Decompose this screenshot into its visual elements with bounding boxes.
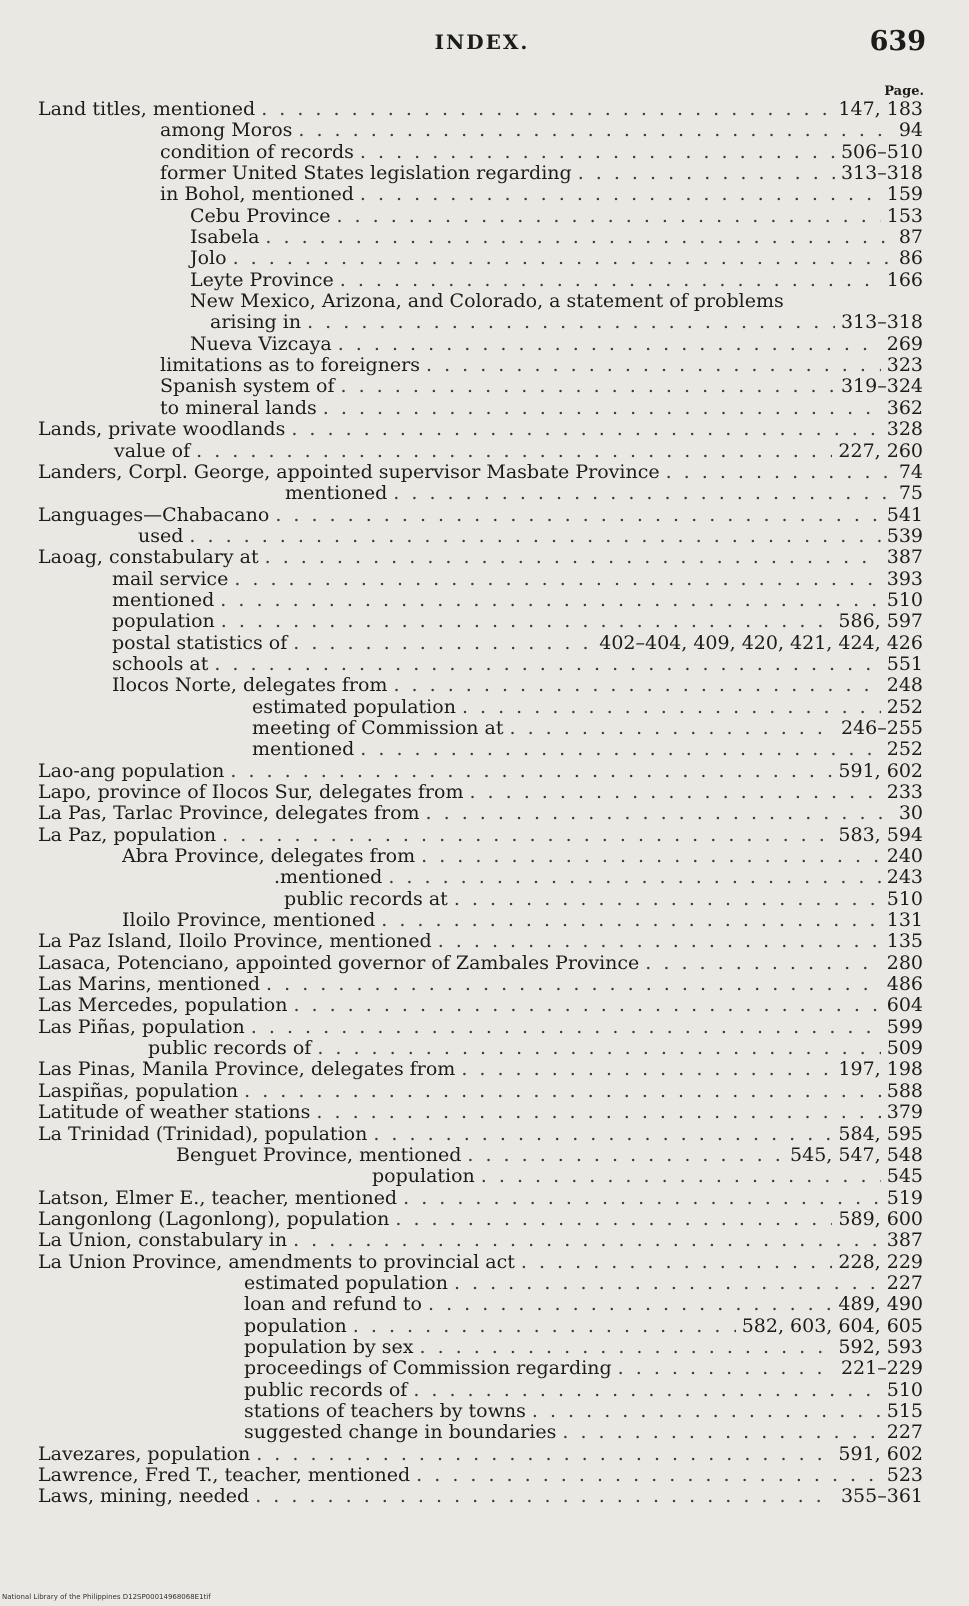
index-entry: [38, 739, 923, 760]
entry-heading: Langonlong (Lagonlong), population: [38, 1207, 390, 1230]
entry-page-refs: 583, 594: [838, 823, 923, 846]
entry-heading: suggested change in boundaries: [244, 1421, 557, 1444]
index-entry: [38, 1358, 923, 1379]
index-entry: [38, 825, 923, 846]
entry-heading: schools at: [112, 652, 209, 675]
entry-page-refs: 393: [886, 567, 923, 590]
dot-leader: [462, 697, 881, 718]
entry-heading: estimated population: [244, 1271, 448, 1294]
entry-page-refs: 227: [886, 1271, 923, 1294]
dot-leader: [265, 547, 881, 568]
dot-leader: [221, 611, 833, 632]
entry-heading: Lao-ang population: [38, 759, 225, 782]
entry-page-refs: 280: [886, 951, 923, 974]
dot-leader: [461, 1059, 832, 1080]
index-entry: [38, 120, 923, 141]
entry-page-refs: 582, 603, 604, 605: [741, 1314, 923, 1337]
dot-leader: [220, 590, 880, 611]
entry-heading: Landers, Corpl. George, appointed supervisor Masbate Province: [38, 460, 660, 483]
entry-heading: La Union Province, amendments to provincial act: [38, 1250, 515, 1273]
entry-heading: La Union, constabulary in: [38, 1229, 288, 1252]
entry-heading: Latson, Elmer E., teacher, mentioned: [38, 1186, 398, 1209]
index-entry: [38, 1188, 923, 1209]
index-entry: [38, 1465, 923, 1486]
entry-page-refs: 592, 593: [838, 1335, 923, 1358]
entry-heading: arising in: [210, 311, 302, 334]
index-entry: [38, 163, 923, 184]
entry-page-refs: 506–510: [840, 140, 923, 163]
entry-page-refs: 86: [898, 247, 923, 270]
entry-page-refs: 539: [886, 524, 923, 547]
entry-page-refs: 328: [886, 418, 923, 441]
dot-leader: [293, 995, 880, 1016]
entry-page-refs: 486: [886, 973, 923, 996]
index-entry: [38, 1380, 923, 1401]
index-entry: [38, 1316, 923, 1337]
dot-leader: [393, 483, 893, 504]
entry-page-refs: 30: [898, 802, 923, 825]
index-entry: [38, 718, 923, 739]
entry-heading: used: [138, 524, 184, 547]
dot-leader: [393, 675, 880, 696]
index-entry: [38, 227, 923, 248]
entry-page-refs: 489, 490: [838, 1293, 923, 1316]
index-entry: [38, 974, 923, 995]
entry-page-refs: 515: [886, 1399, 923, 1422]
entry-heading: New Mexico, Arizona, and Colorado, a statement of problems: [190, 290, 784, 313]
entry-page-refs: 589, 600: [838, 1207, 923, 1230]
dot-leader: [618, 1358, 835, 1379]
entry-heading: Lapo, province of Ilocos Sur, delegates from: [38, 781, 464, 803]
index-entry: [38, 1337, 923, 1358]
entry-page-refs: 387: [886, 1229, 923, 1252]
dot-leader: [426, 803, 893, 824]
index-entry: [38, 867, 923, 888]
entry-heading: postal statistics of: [112, 631, 288, 654]
dot-leader: [316, 1102, 880, 1123]
entry-heading: stations of teachers by towns: [244, 1399, 526, 1422]
entry-page-refs: 233: [886, 781, 923, 803]
dot-leader: [293, 633, 593, 654]
dot-leader: [467, 1145, 784, 1166]
dot-leader: [413, 1380, 880, 1401]
entry-heading: estimated population: [252, 695, 456, 718]
index-entry: [38, 1294, 923, 1315]
entry-page-refs: 74: [898, 460, 923, 483]
entry-page-refs: 269: [886, 332, 923, 355]
dot-leader: [416, 1465, 881, 1486]
entry-page-refs: 355–361: [840, 1485, 923, 1508]
dot-leader: [233, 248, 893, 269]
dot-leader: [251, 1017, 881, 1038]
entry-heading: population: [112, 610, 215, 633]
entry-page-refs: 153: [886, 204, 923, 227]
entry-heading: Lands, private woodlands: [38, 418, 286, 441]
entry-page-refs: 541: [886, 503, 923, 526]
entry-heading: among Moros: [160, 119, 293, 142]
entry-heading: Lawrence, Fred T., teacher, mentioned: [38, 1464, 411, 1486]
index-entry: [38, 1252, 923, 1273]
index-entry: [38, 1038, 923, 1059]
dot-leader: [323, 398, 881, 419]
entry-page-refs: 147, 183: [838, 98, 923, 120]
entry-heading: Las Piñas, population: [38, 1015, 245, 1038]
dot-leader: [189, 526, 880, 547]
entry-page-refs: 94: [898, 119, 923, 142]
entry-heading: public records of: [244, 1378, 408, 1401]
index-entry: [38, 1230, 923, 1251]
dot-leader: [256, 1444, 832, 1465]
index-entry: [38, 782, 923, 803]
entry-page-refs: 319–324: [840, 375, 923, 398]
index-entry: [38, 675, 923, 696]
index-entry: [38, 1273, 923, 1294]
dot-leader: [307, 312, 835, 333]
entry-page-refs: 545, 547, 548: [790, 1143, 923, 1166]
dot-leader: [340, 270, 881, 291]
entry-page-refs: 248: [886, 674, 923, 697]
entry-heading: Laspiñas, population: [38, 1079, 239, 1102]
index-entry: [38, 611, 923, 632]
entry-page-refs: 584, 595: [838, 1122, 923, 1145]
index-entry: [38, 931, 923, 952]
entry-page-refs: 87: [898, 226, 923, 249]
dot-leader: [426, 355, 881, 376]
index-entry: [38, 441, 923, 462]
entry-heading: Isabela: [190, 226, 260, 249]
index-entry: [38, 248, 923, 269]
dot-leader: [275, 505, 880, 526]
dot-leader: [338, 334, 881, 355]
entry-heading: former United States legislation regarding: [160, 162, 572, 185]
index-entry: [38, 419, 923, 440]
entry-heading: to mineral lands: [160, 396, 317, 419]
index-entry: [38, 761, 923, 782]
scan-credit: National Library of the Philippines D12SP00014968068E1tif: [2, 1593, 211, 1601]
index-entry: [38, 1017, 923, 1038]
entry-page-refs: 159: [886, 183, 923, 206]
dot-leader: [291, 419, 880, 440]
entry-heading: loan and refund to: [244, 1293, 422, 1316]
entry-page-refs: 323: [886, 354, 923, 377]
entry-heading: in Bohol, mentioned: [160, 183, 354, 206]
dot-leader: [381, 910, 880, 931]
entry-page-refs: 523: [886, 1464, 923, 1486]
index-entry: [38, 803, 923, 824]
entry-page-refs: 227, 260: [838, 439, 923, 462]
index-entry: [38, 312, 923, 333]
page-number: 639: [869, 26, 926, 57]
index-entry: [38, 590, 923, 611]
entry-page-refs: 510: [886, 1378, 923, 1401]
entry-heading: Las Marins, mentioned: [38, 973, 261, 996]
index-entry: [38, 1401, 923, 1422]
entry-page-refs: 551: [886, 652, 923, 675]
entry-page-refs: 362: [886, 396, 923, 419]
entry-heading: population: [244, 1314, 347, 1337]
entry-heading: Languages—Chabacano: [38, 503, 270, 526]
entry-page-refs: 604: [886, 994, 923, 1017]
index-entry: [38, 206, 923, 227]
entry-heading: Ilocos Norte, delegates from: [112, 674, 388, 697]
index-entry: [38, 505, 923, 526]
dot-leader: [438, 931, 881, 952]
entry-heading: Nueva Vizcaya: [190, 332, 332, 355]
entry-heading: condition of records: [160, 140, 354, 163]
entry-heading: value of: [114, 439, 191, 462]
index-entry: [38, 355, 923, 376]
index-entry: [38, 1422, 923, 1443]
entry-page-refs: 197, 198: [838, 1058, 923, 1081]
index-entry: [38, 291, 923, 312]
entry-heading: Cebu Province: [190, 204, 331, 227]
index-entry: [38, 910, 923, 931]
entry-heading: La Pas, Tarlac Province, delegates from: [38, 802, 420, 825]
entry-page-refs: 591, 602: [838, 1442, 923, 1465]
entry-page-refs: 586, 597: [838, 610, 923, 633]
dot-leader: [317, 1038, 880, 1059]
entry-heading: .mentioned: [274, 866, 383, 889]
dot-leader: [261, 99, 832, 120]
dot-leader: [481, 1166, 881, 1187]
entry-page-refs: 510: [886, 588, 923, 611]
entry-heading: mentioned: [285, 482, 388, 505]
entry-heading: public records of: [148, 1037, 312, 1060]
entry-heading: Lasaca, Potenciano, appointed governor of Zambales Province: [38, 951, 640, 974]
index-entry: [38, 1059, 923, 1080]
index-entry: [38, 1145, 923, 1166]
index-entry: [38, 526, 923, 547]
dot-leader: [222, 825, 832, 846]
entry-heading: limitations as to foreigners: [160, 354, 420, 377]
index-entry: [38, 547, 923, 568]
dot-leader: [196, 441, 832, 462]
entry-page-refs: 509: [886, 1037, 923, 1060]
entry-heading: Las Mercedes, population: [38, 994, 288, 1017]
entry-page-refs: 240: [886, 845, 923, 868]
index-entries: [38, 99, 923, 1508]
dot-leader: [578, 163, 835, 184]
index-entry: [38, 270, 923, 291]
dot-leader: [388, 867, 880, 888]
dot-leader: [298, 120, 892, 141]
dot-leader: [395, 1209, 832, 1230]
entry-heading: mentioned: [252, 738, 355, 761]
entry-heading: mail service: [112, 567, 229, 590]
entry-heading: Jolo: [190, 247, 227, 270]
entry-page-refs: 519: [886, 1186, 923, 1209]
index-entry: [38, 889, 923, 910]
index-entry: [38, 569, 923, 590]
index-entry: [38, 654, 923, 675]
index-entry: [38, 633, 923, 654]
index-entry: [38, 1486, 923, 1507]
entry-heading: population: [372, 1165, 475, 1188]
entry-heading: Benguet Province, mentioned: [176, 1143, 462, 1166]
dot-leader: [373, 1124, 832, 1145]
index-entry: [38, 376, 923, 397]
dot-leader: [360, 739, 880, 760]
entry-page-refs: 545: [886, 1165, 923, 1188]
index-entry: [38, 953, 923, 974]
dot-leader: [510, 718, 835, 739]
index-entry: [38, 334, 923, 355]
dot-leader: [360, 184, 881, 205]
dot-leader: [521, 1252, 833, 1273]
entry-page-refs: 313–318: [840, 311, 923, 334]
entry-heading: Iloilo Province, mentioned: [122, 909, 376, 932]
entry-page-refs: 75: [898, 482, 923, 505]
entry-page-refs: 402–404, 409, 420, 421, 424, 426: [599, 631, 923, 654]
entry-heading: mentioned: [112, 588, 215, 611]
entry-heading: Spanish system of: [160, 375, 335, 398]
dot-leader: [469, 782, 880, 803]
entry-heading: La Paz Island, Iloilo Province, mentioned: [38, 930, 432, 953]
entry-page-refs: 227: [886, 1421, 923, 1444]
index-entry: [38, 1124, 923, 1145]
dot-leader: [266, 974, 881, 995]
index-entry: [38, 697, 923, 718]
entry-page-refs: 131: [886, 909, 923, 932]
entry-page-refs: 246–255: [840, 716, 923, 739]
entry-page-refs: 166: [886, 268, 923, 291]
entry-heading: population by sex: [244, 1335, 414, 1358]
entry-page-refs: 135: [886, 930, 923, 953]
index-entry: [38, 99, 923, 120]
index-entry: [38, 1444, 923, 1465]
dot-leader: [645, 953, 880, 974]
entry-heading: Latitude of weather stations: [38, 1101, 311, 1124]
dot-leader: [265, 227, 892, 248]
running-head: [38, 26, 926, 66]
dot-leader: [360, 142, 835, 163]
index-entry: [38, 462, 923, 483]
dot-leader: [353, 1316, 736, 1337]
index-entry: [38, 1209, 923, 1230]
entry-page-refs: 379: [886, 1101, 923, 1124]
dot-leader: [214, 654, 880, 675]
index-entry: [38, 184, 923, 205]
entry-page-refs: 599: [886, 1015, 923, 1038]
index-entry: [38, 846, 923, 867]
dot-leader: [666, 462, 893, 483]
dot-leader: [255, 1486, 835, 1507]
entry-page-refs: 387: [886, 546, 923, 569]
dot-leader: [234, 569, 880, 590]
entry-heading: meeting of Commission at: [252, 716, 504, 739]
dot-leader: [403, 1188, 881, 1209]
dot-leader: [562, 1422, 880, 1443]
entry-heading: Leyte Province: [190, 268, 334, 291]
entry-page-refs: 588: [886, 1079, 923, 1102]
entry-heading: La Trinidad (Trinidad), population: [38, 1122, 368, 1145]
entry-heading: Laoag, constabulary at: [38, 546, 259, 569]
dot-leader: [454, 889, 881, 910]
index-entry: [38, 1102, 923, 1123]
entry-page-refs: 591, 602: [838, 759, 923, 782]
entry-page-refs: 510: [886, 887, 923, 910]
dot-leader: [341, 376, 835, 397]
index-entry: [38, 995, 923, 1016]
dot-leader: [428, 1294, 832, 1315]
dot-leader: [230, 761, 832, 782]
dot-leader: [336, 206, 880, 227]
dot-leader: [419, 1337, 832, 1358]
entry-page-refs: 313–318: [840, 162, 923, 185]
entry-heading: Laws, mining, needed: [38, 1485, 250, 1508]
entry-page-refs: 252: [886, 695, 923, 718]
entry-heading: proceedings of Commission regarding: [244, 1357, 612, 1380]
entry-page-refs: 252: [886, 738, 923, 761]
page-column-label: Page.: [884, 84, 924, 99]
dot-leader: [454, 1273, 881, 1294]
entry-heading: Land titles, mentioned: [38, 98, 256, 120]
entry-page-refs: 228, 229: [838, 1250, 923, 1273]
entry-page-refs: 243: [886, 866, 923, 889]
index-entry: [38, 483, 923, 504]
dot-leader: [293, 1230, 881, 1251]
index-entry: [38, 1166, 923, 1187]
entry-page-refs: 221–229: [840, 1357, 923, 1380]
dot-leader: [421, 846, 881, 867]
index-entry: [38, 1081, 923, 1102]
index-entry: [38, 142, 923, 163]
dot-leader: [532, 1401, 881, 1422]
entry-heading: public records at: [284, 887, 448, 910]
running-title: INDEX.: [434, 30, 530, 54]
entry-heading: Las Pinas, Manila Province, delegates from: [38, 1058, 456, 1081]
entry-heading: Lavezares, population: [38, 1442, 251, 1465]
dot-leader: [244, 1081, 881, 1102]
entry-heading: Abra Province, delegates from: [122, 845, 416, 868]
entry-heading: La Paz, population: [38, 823, 217, 846]
index-entry: [38, 398, 923, 419]
